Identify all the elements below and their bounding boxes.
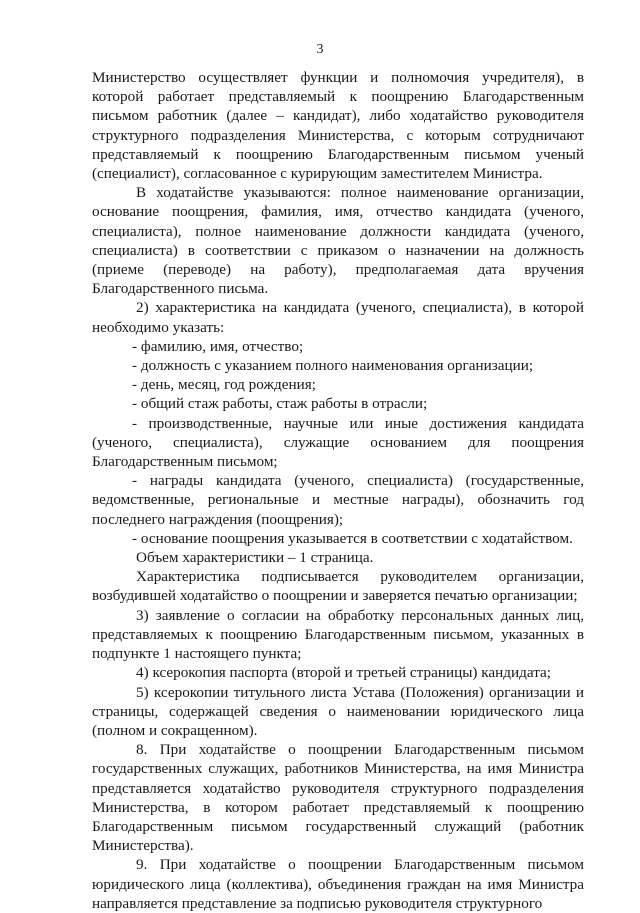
paragraph-item-4-passport: 4) ксерокопия паспорта (второй и третьей страницы) кандидата; <box>136 664 552 682</box>
list-item: - награды кандидата (ученого, специалиста) (государственные, ведомственные, региональные и местные награды), обозначить год последнего награждения (поощрения); <box>92 472 584 528</box>
list-item: - производственные, научные или иные достижения кандидата (ученого, специалиста), служащие основанием для поощрения Благодарственным письмом; <box>92 414 584 471</box>
paragraph-item-5-charter: 5) ксерокопии титульного листа Устава (Положения) организации и страницы, содержащей сведения о наименовании юридического лица (полном и сокращенном). <box>92 683 584 739</box>
paragraph-volume: Объем характеристики – 1 страница. <box>136 549 374 567</box>
paragraph-signature: Характеристика подписывается руководителем организации, возбудившей ходатайство о поощрении и заверяется печатью организации; <box>92 568 584 605</box>
paragraph-clause-9: 9. При ходатайстве о поощрении Благодарственным письмом юридического лица (коллектива), объединения граждан на имя Министра направляется представление за подписью руководителя структурного <box>92 856 584 912</box>
page-number: 3 <box>316 42 324 57</box>
paragraph-item-3-consent: 3) заявление о согласии на обработку персональных данных лиц, представляемых к поощрению Благодарственным письмом, указанных в подпункте 1 настоящего пункта; <box>92 606 584 663</box>
paragraph-petition-contents: В ходатайстве указываются: полное наименование организации, основание поощрения, фамилия, имя, отчество кандидата (ученого, специалиста), полное наименование должности кандидата (ученого, специалиста) в соответствии с приказом о назначении на должность (приеме (переводе) на работу), предполагаемая дата вручения Благодарственного письма. <box>92 184 584 298</box>
paragraph-clause-8: 8. При ходатайстве о поощрении Благодарственным письмом государственных служащих, работников Министерства, на имя Министра представляется ходатайство руководителя структурного подразделения Министерства, в котором работает представляемый к поощрению Благодарственным письмом государственный служащий (работник Министерства). <box>92 741 584 855</box>
list-item: - фамилию, имя, отчество; <box>132 337 304 355</box>
list-item: - основание поощрения указывается в соответствии с ходатайством. <box>132 529 573 547</box>
paragraph-continuation: Министерство осуществляет функции и полномочия учредителя), в которой работает представляемый к поощрению Благодарственным письмом работник (далее – кандидат), либо ходатайство руководителя структурного подразделения Министерства, с которым сотрудничают представляемый к поощрению Благодарственным письмом ученый (специалист), согласованное с курирующим заместителем Министра. <box>92 69 584 183</box>
paragraph-item-2-characteristic: 2) характеристика на кандидата (ученого, специалиста), в которой необходимо указать: <box>92 299 584 336</box>
list-item: - должность с указанием полного наименования организации; <box>132 357 534 375</box>
list-item: - общий стаж работы, стаж работы в отрасли; <box>132 395 428 413</box>
document-body <box>92 68 584 913</box>
list-item: - день, месяц, год рождения; <box>132 376 316 394</box>
